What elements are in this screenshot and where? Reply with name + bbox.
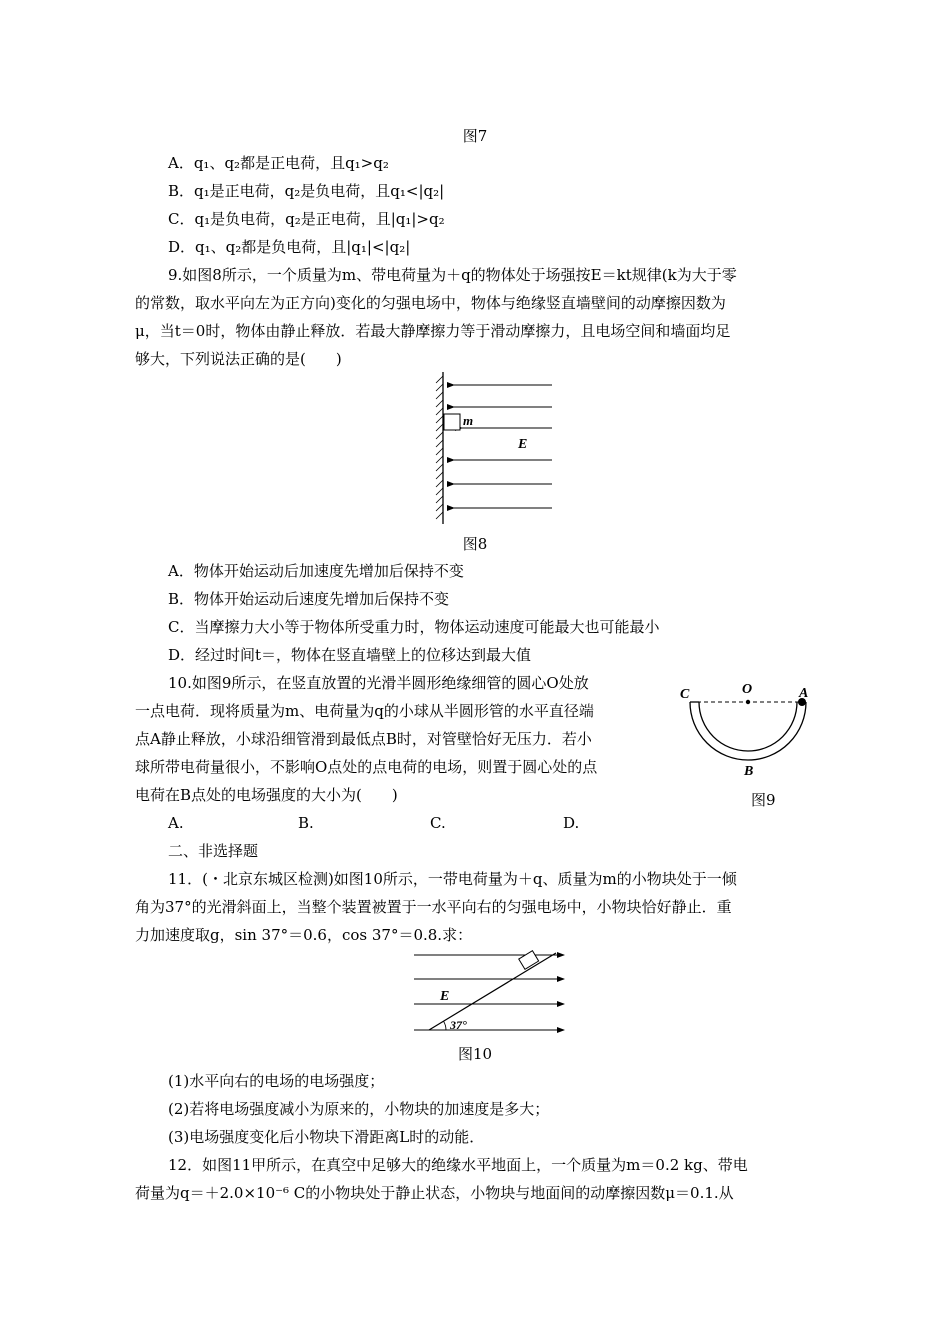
label-angle: 37°: [450, 1018, 467, 1032]
q12-line-2: 荷量为q＝＋2.0×10⁻⁶ C的小物块处于静止状态，小物块与地面间的动摩擦因数μ＝0.1.从: [135, 1184, 734, 1202]
q8-option-c: C．q₁是负电荷，q₂是正电荷，且|q₁|>q₂: [168, 210, 445, 228]
figure-10-caption: 图10: [457, 1045, 493, 1063]
label-b: B: [744, 764, 754, 779]
q9-option-c: C．当摩擦力大小等于物体所受重力时，物体运动速度可能最大也可能最小: [168, 618, 660, 636]
figure-8-caption: 图8: [462, 535, 488, 553]
figure-9-caption: 图9: [751, 791, 776, 809]
figure-7-caption: 图7: [462, 127, 488, 145]
block: [519, 951, 539, 970]
angle-arc: [444, 1021, 447, 1030]
q8-option-b: B．q₁是正电荷，q₂是负电荷，且q₁<|q₂|: [168, 182, 445, 200]
q10-option-d: D.: [563, 814, 580, 832]
label-e: E: [518, 437, 528, 452]
q11-line-1: 11．(・北京东城区检测)如图10所示，一带电荷量为＋q、质量为m的小物块处于一倾: [168, 870, 737, 888]
label-o: O: [742, 682, 753, 697]
q11-sub-3: (3)电场强度变化后小物块下滑距离L时的动能．: [168, 1128, 485, 1146]
label-e: E: [440, 989, 450, 1004]
q10-line-5: 电荷在B点处的电场强度的大小为( ): [135, 786, 398, 804]
q11-line-3: 力加速度取g，sin 37°＝0.6，cos 37°＝0.8.求：: [135, 926, 473, 944]
q12-line-1: 12．如图11甲所示，在真空中足够大的绝缘水平地面上，一个质量为m＝0.2 kg、带电: [168, 1156, 748, 1174]
label-m: m: [463, 413, 474, 428]
q9-line-3: μ，当t＝0时，物体由静止释放．若最大静摩擦力等于滑动摩擦力，且电场空间和墙面均足: [135, 322, 731, 340]
q11-sub-2: (2)若将电场强度减小为原来的，小物块的加速度是多大；: [168, 1100, 550, 1118]
q9-line-1: 9.如图8所示，一个质量为m、带电荷量为＋q的物体处于场强按E＝kt规律(k为大于零: [168, 266, 737, 284]
q10-line-3: 点A静止释放，小球沿细管滑到最低点B时，对管壁恰好无压力．若小: [135, 730, 592, 748]
label-a: A: [799, 686, 809, 701]
q9-option-a: A．物体开始运动后加速度先增加后保持不变: [168, 562, 464, 580]
label-c: C: [680, 687, 690, 702]
q9-line-2: 的常数，取水平向左为正方向)变化的匀强电场中，物体与绝缘竖直墙壁间的动摩擦因数为: [135, 294, 726, 312]
q11-line-2: 角为37°的光滑斜面上，当整个装置被置于一水平向右的匀强电场中，小物块恰好静止．重: [135, 898, 732, 916]
figure-9-diagram: [678, 682, 818, 782]
q8-option-a: A．q₁、q₂都是正电荷，且q₁>q₂: [168, 154, 389, 172]
q11-sub-1: (1)水平向右的电场的电场强度；: [168, 1072, 385, 1090]
section-title: 二、非选择题: [168, 842, 259, 860]
figure-8-diagram: [430, 372, 560, 524]
q10-option-a: A.: [168, 814, 184, 832]
q8-option-d: D．q₁、q₂都是负电荷，且|q₁|<|q₂|: [168, 238, 411, 256]
q10-line-1: 10.如图9所示，在竖直放置的光滑半圆形绝缘细管的圆心O处放: [168, 674, 589, 692]
block-m: [444, 414, 460, 430]
q10-option-b: B.: [298, 814, 314, 832]
q9-option-d: D．经过时间t＝，物体在竖直墙壁上的位移达到最大值: [168, 646, 532, 664]
q10-line-4: 球所带电荷量很小，不影响O点处的点电荷的电场，则置于圆心处的点: [135, 758, 598, 776]
figure-10-diagram: [414, 950, 574, 1040]
q10-line-2: 一点电荷．现将质量为m、电荷量为q的小球从半圆形管的水平直径端: [135, 702, 594, 720]
q10-option-c: C.: [430, 814, 446, 832]
q9-line-4: 够大，下列说法正确的是( ): [135, 350, 342, 368]
semicircle-inner: [699, 702, 797, 751]
center-o: [746, 700, 750, 704]
q9-option-b: B．物体开始运动后速度先增加后保持不变: [168, 590, 450, 608]
